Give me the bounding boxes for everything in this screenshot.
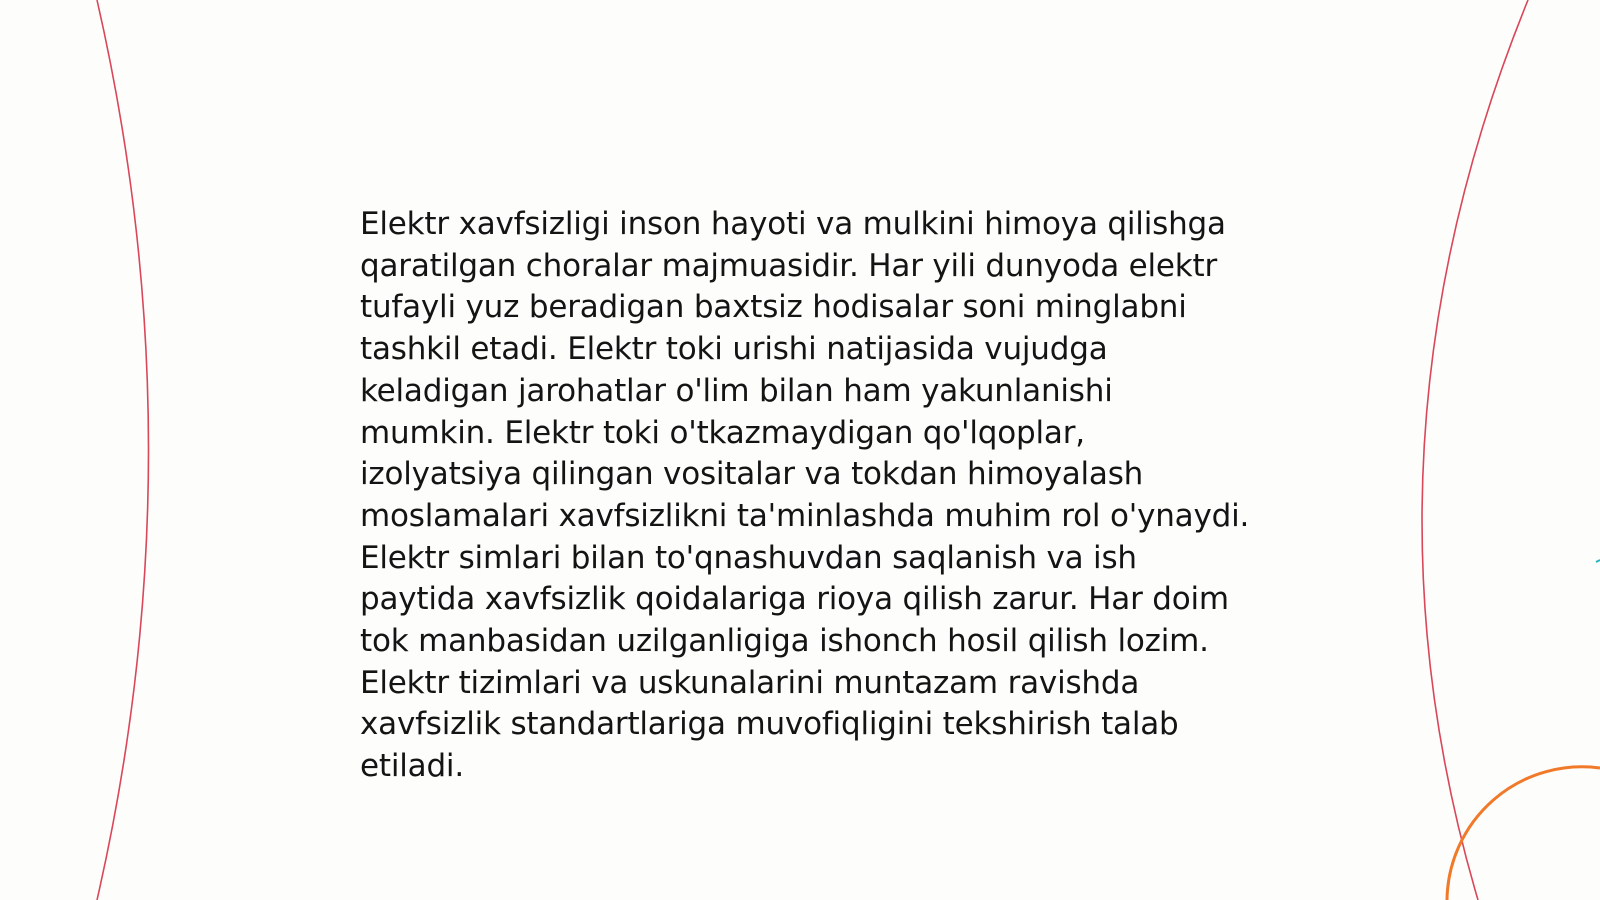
body-paragraph: Elektr xavfsizligi inson hayoti va mulkini himoya qilishga qaratilgan choralar majmuasidir. Har yili dunyoda elektr tufayli yuz beradigan baxtsiz hodisalar soni minglabni tashkil etadi. Elektr toki urishi natijasida vujudga keladigan jarohatlar o'lim bilan ham yakunlanishi mumkin. Elektr toki o'tkazmaydigan qo'lqoplar, izolyatsiya qilingan vositalar va tokdan himoyalash moslamalari xavfsizlikni ta'minlashda muhim rol o'ynaydi. Elektr simlari bilan to'qnashuvdan saqlanish va ish paytida xavfsizlik qoidalariga rioya qilish zarur. Har doim tok manbasidan uzilganligiga ishonch hosil qilish lozim. Elektr tizimlari va uskunalarini muntazam ravishda xavfsizlik standartlariga muvofiqligini tekshirish talab etiladi.: [360, 206, 1250, 785]
left-curve-line: [97, 0, 149, 900]
orange-circle-arc: [1447, 767, 1600, 900]
right-curve-line: [1422, 0, 1528, 900]
teal-accent-mark: [1596, 560, 1600, 562]
